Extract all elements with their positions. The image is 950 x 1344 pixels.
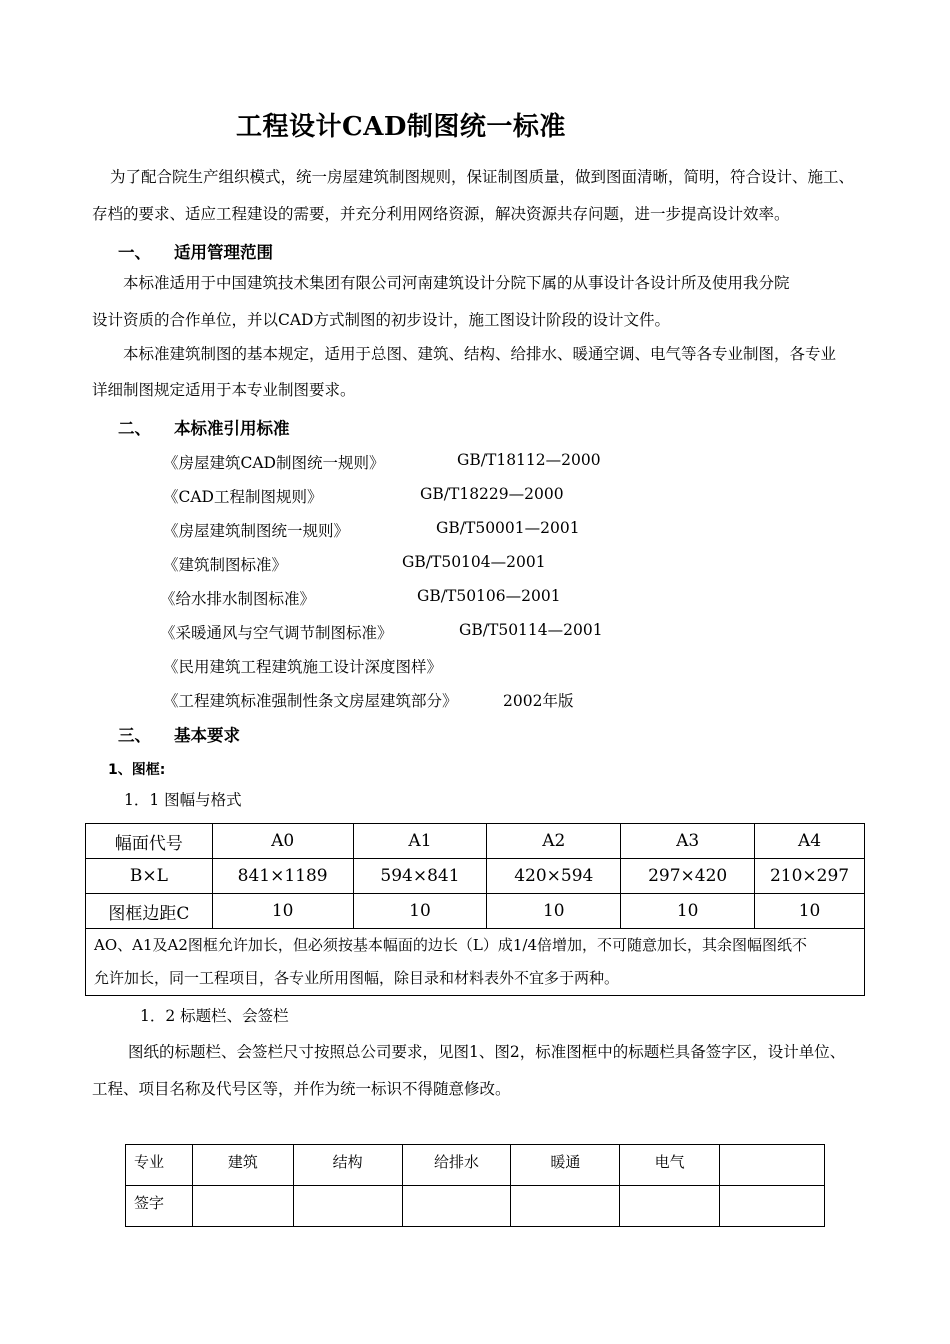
subsection-frame: 1、图框: [108, 762, 166, 778]
table-cell: 10 [755, 894, 865, 929]
section3-p-line2: 工程、项目名称及代号区等，并作为统一标识不得随意修改。 [92, 1080, 511, 1098]
table-cell [293, 1186, 402, 1227]
section3-p-line1: 图纸的标题栏、会签栏尺寸按照总公司要求，见图1、图2，标准图框中的标题栏具备签字区，设计单位、 [128, 1043, 846, 1061]
sign-off-table [125, 1144, 825, 1227]
table-cell: 给排水 [402, 1145, 511, 1186]
table-cell: 结构 [293, 1145, 402, 1186]
table-cell [720, 1145, 825, 1186]
ref-item: 《工程建筑标准强制性条文房屋建筑部分》 [163, 692, 458, 710]
table-row [86, 894, 865, 929]
ref-code: GB/T18112—2000 [457, 451, 601, 469]
table-row [86, 929, 865, 996]
table-cell: 幅面代号 [86, 824, 213, 859]
section3-heading [118, 722, 240, 746]
table-cell: A4 [755, 824, 865, 859]
ref-item: 《民用建筑工程建筑施工设计深度图样》 [163, 658, 443, 676]
ref-code: GB/T50104—2001 [402, 553, 546, 571]
ref-code: GB/T50106—2001 [417, 587, 561, 605]
intro-line-1: 为了配合院生产组织模式，统一房屋建筑制图规则，保证制图质量，做到图面清晰，简明，符合设计、施工、 [110, 168, 855, 186]
section1-p1-line1: 本标准适用于中国建筑技术集团有限公司河南建筑设计分院下属的从事设计各设计所及使用我分院 [123, 274, 790, 292]
page-title: 工程设计CAD制图统一标准 [236, 112, 566, 142]
section3-number: 三、 [118, 726, 151, 745]
subsection-title-block: 1．2 标题栏、会签栏 [140, 1007, 289, 1025]
table-cell: 10 [621, 894, 755, 929]
subsection-size-format: 1．1 图幅与格式 [124, 791, 242, 809]
ref-code: GB/T18229—2000 [420, 485, 564, 503]
section3-title: 基本要求 [174, 726, 240, 745]
ref-item: 《房屋建筑制图统一规则》 [163, 522, 350, 540]
table-cell [511, 1186, 620, 1227]
section2-number: 二、 [118, 419, 151, 438]
sheet-size-table [85, 823, 865, 996]
ref-item: 《CAD工程制图规则》 [163, 488, 323, 506]
section1-p2-line2: 详细制图规定适用于本专业制图要求。 [92, 381, 356, 399]
ref-code: GB/T50001—2001 [436, 519, 580, 537]
table-cell: A2 [487, 824, 621, 859]
ref-code: 2002年版 [503, 692, 574, 710]
table-cell [402, 1186, 511, 1227]
section1-p2-line1: 本标准建筑制图的基本规定，适用于总图、建筑、结构、给排水、暖通空调、电气等各专业制图，各专业 [123, 345, 837, 363]
table-cell: A0 [212, 824, 353, 859]
table-cell [720, 1186, 825, 1227]
table-cell: 10 [212, 894, 353, 929]
table-cell: 210×297 [755, 859, 865, 894]
table-cell: 电气 [620, 1145, 720, 1186]
table-cell: A1 [353, 824, 487, 859]
table-cell: 签字 [126, 1186, 193, 1227]
table-cell: 10 [487, 894, 621, 929]
table-row [86, 824, 865, 859]
table-cell: 297×420 [621, 859, 755, 894]
ref-item: 《建筑制图标准》 [163, 556, 288, 574]
table-note-line-2: 允许加长，同一工程项目，各专业所用图幅，除目录和材料表外不宜多于两种。 [94, 969, 620, 987]
ref-item: 《房屋建筑CAD制图统一规则》 [163, 454, 385, 472]
table-cell: 专业 [126, 1145, 193, 1186]
table-cell: 594×841 [353, 859, 487, 894]
section2-title: 本标准引用标准 [174, 419, 290, 438]
table-row [86, 859, 865, 894]
table-cell: A3 [621, 824, 755, 859]
section1-heading [118, 239, 273, 263]
table-note-line-1: AO、A1及A2图框允许加长，但必须按基本幅面的边长（L）成1/4倍增加，不可随意加长，其余图幅图纸不 [94, 936, 807, 954]
table-row [126, 1186, 825, 1227]
table-cell: B×L [86, 859, 213, 894]
ref-item: 《采暖通风与空气调节制图标准》 [160, 624, 393, 642]
ref-item: 《给水排水制图标准》 [160, 590, 316, 608]
table-cell: 841×1189 [212, 859, 353, 894]
section1-p1-line2: 设计资质的合作单位，并以CAD方式制图的初步设计，施工图设计阶段的设计文件。 [92, 311, 670, 329]
table-row [126, 1145, 825, 1186]
table-cell [192, 1186, 293, 1227]
table-cell: 图框边距C [86, 894, 213, 929]
table-cell: 暖通 [511, 1145, 620, 1186]
table-note [86, 929, 865, 996]
intro-line-2: 存档的要求、适应工程建设的需要，并充分利用网络资源，解决资源共存问题，进一步提高设计效率。 [92, 205, 790, 223]
section1-title: 适用管理范围 [174, 243, 273, 262]
table-cell: 建筑 [192, 1145, 293, 1186]
ref-code: GB/T50114—2001 [459, 621, 603, 639]
section2-heading [118, 415, 290, 439]
section1-number: 一、 [118, 243, 151, 262]
table-cell [620, 1186, 720, 1227]
table-cell: 420×594 [487, 859, 621, 894]
table-cell: 10 [353, 894, 487, 929]
